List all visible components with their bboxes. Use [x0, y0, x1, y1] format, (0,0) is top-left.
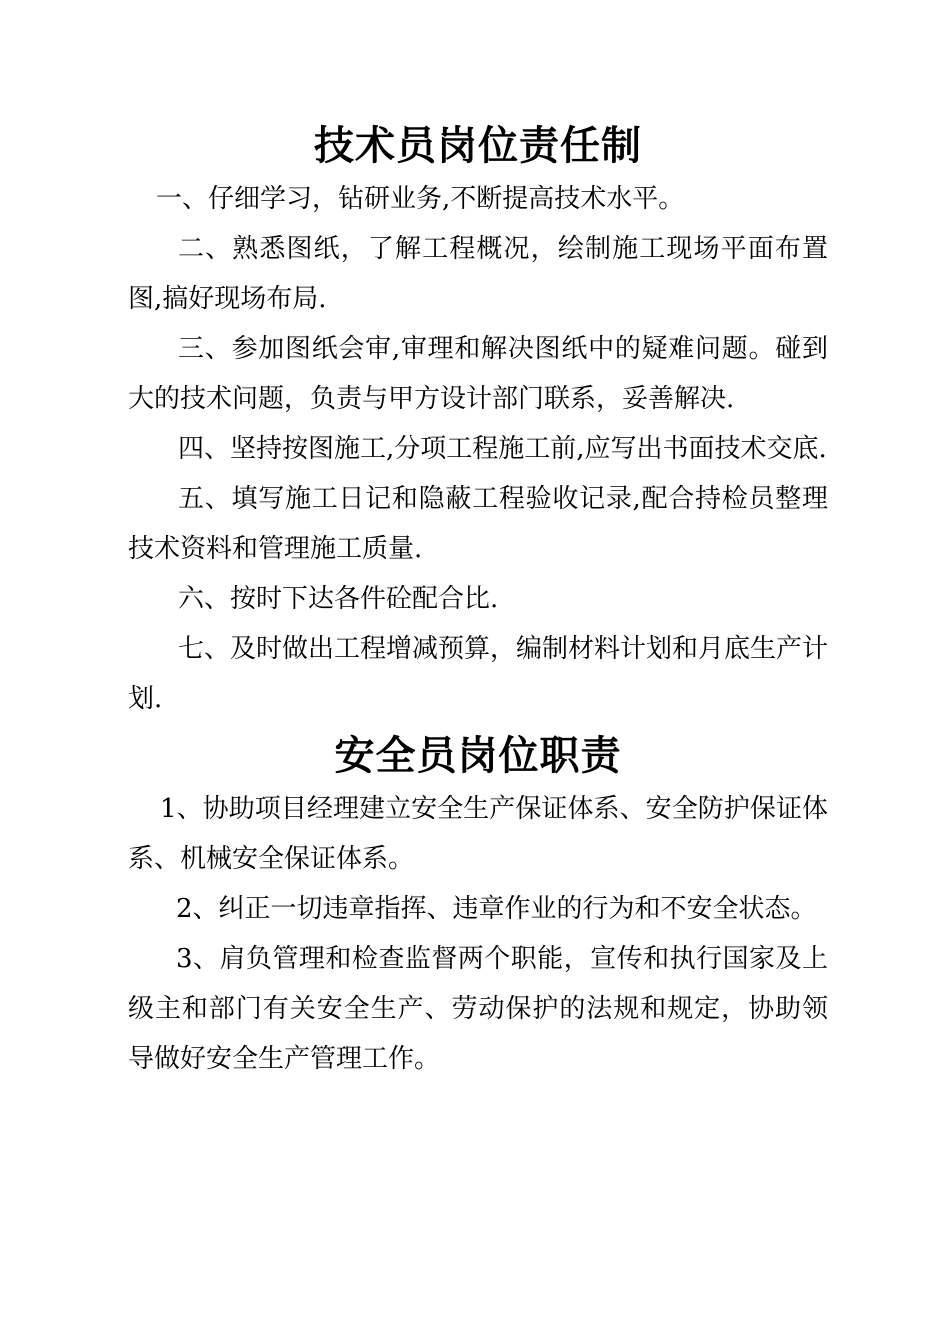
technician-duty-3: 三、参加图纸会审,审理和解决图纸中的疑难问题。碰到大的技术问题，负责与甲方设计部门联系，妥善解决. [128, 334, 828, 414]
technician-duty-4: 四、坚持按图施工,分项工程施工前,应写出书面技术交底. [178, 434, 827, 464]
document-content [128, 118, 828, 1084]
technician-duty-7: 七、及时做出工程增减预算，编制材料计划和月底生产计划. [128, 634, 829, 714]
section-title-technician: 技术员岗位责任制 [314, 123, 642, 169]
technician-duty-2: 二、熟悉图纸，了解工程概况，绘制施工现场平面布置图,搞好现场布局. [128, 234, 828, 314]
safety-duty-2: 2、纠正一切违章指挥、违章作业的行为和不安全状态。 [176, 894, 817, 924]
technician-duty-1: 一、仔细学习，钻研业务,不断提高技术水平。 [156, 184, 685, 214]
technician-duty-6: 六、按时下达各件砼配合比. [178, 584, 499, 614]
section-title-safety-officer: 安全员岗位职责 [334, 733, 622, 779]
safety-duty-3: 3、肩负管理和检查监督两个职能，宣传和执行国家及上级主和部门有关安全生产、劳动保护的法规和规定，协助领导做好安全生产管理工作。 [128, 944, 828, 1074]
safety-duty-1: 1、协助项目经理建立安全生产保证体系、安全防护保证体系、机械安全保证体系。 [128, 794, 828, 874]
technician-duty-5: 五、填写施工日记和隐蔽工程验收记录,配合持检员整理技术资料和管理施工质量. [128, 484, 828, 564]
